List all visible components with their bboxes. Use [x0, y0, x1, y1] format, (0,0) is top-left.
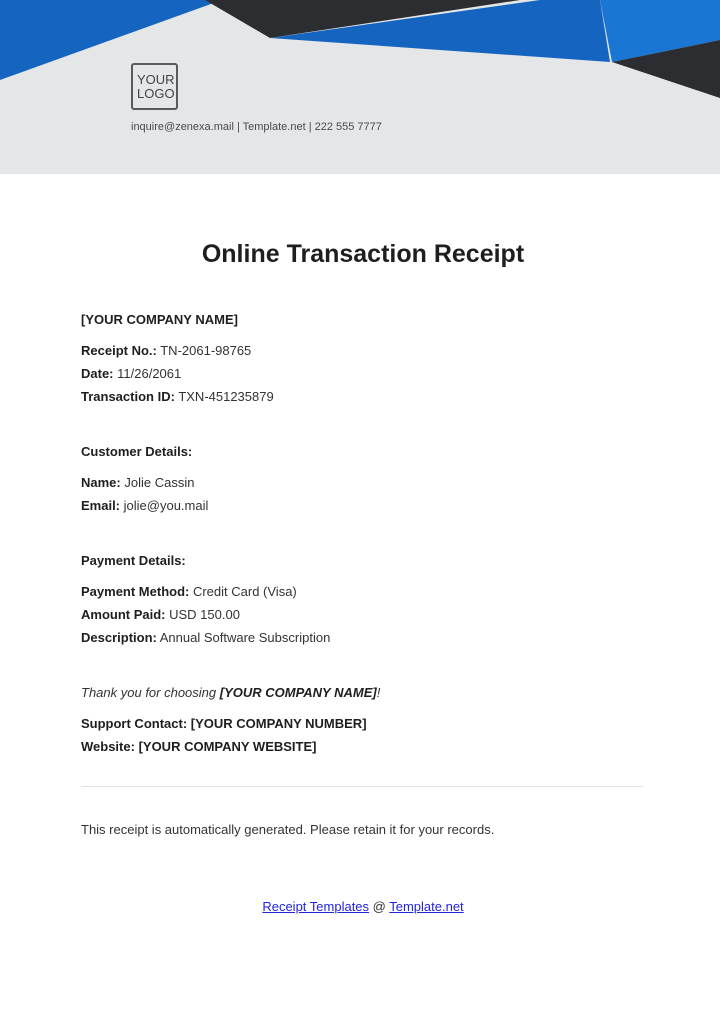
header-contact-info: inquire@zenexa.mail | Template.net | 222 555 7777 — [131, 121, 382, 133]
receipt-number: Receipt No.: TN-2061-98765 — [81, 343, 252, 358]
section-divider — [81, 786, 643, 787]
footer-separator: @ — [369, 899, 390, 914]
customer-email: Email: jolie@you.mail — [81, 498, 209, 513]
header-blue-left-shape — [0, 0, 222, 80]
header-graphic — [0, 0, 720, 174]
footer-links — [0, 899, 720, 914]
receipt-templates-link[interactable]: Receipt Templates — [262, 899, 370, 914]
document-title: Online Transaction Receipt — [201, 240, 525, 268]
header-banner — [0, 0, 720, 174]
logo-text-line1: YOUR — [137, 71, 175, 87]
amount-paid: Amount Paid: USD 150.00 — [81, 607, 240, 622]
company-logo — [131, 63, 178, 110]
customer-details-heading: Customer Details: — [81, 444, 193, 459]
customer-name: Name: Jolie Cassin — [81, 475, 195, 490]
receipt-date: Date: 11/26/2061 — [81, 366, 182, 381]
thank-you-message: Thank you for choosing [YOUR COMPANY NAME]! — [81, 685, 381, 700]
retain-note: This receipt is automatically generated. Please retain it for your records. — [81, 822, 495, 837]
transaction-id: Transaction ID: TXN-451235879 — [81, 389, 274, 404]
logo-text-line2: LOGO — [137, 85, 175, 101]
company-name: [YOUR COMPANY NAME] — [81, 312, 238, 327]
support-contact: Support Contact: [YOUR COMPANY NUMBER] — [81, 716, 367, 731]
payment-description: Description: Annual Software Subscription — [81, 630, 331, 645]
payment-details-heading: Payment Details: — [81, 553, 186, 568]
template-net-link[interactable]: Template.net — [389, 899, 464, 914]
company-website: Website: [YOUR COMPANY WEBSITE] — [81, 739, 317, 754]
payment-method: Payment Method: Credit Card (Visa) — [81, 584, 297, 599]
